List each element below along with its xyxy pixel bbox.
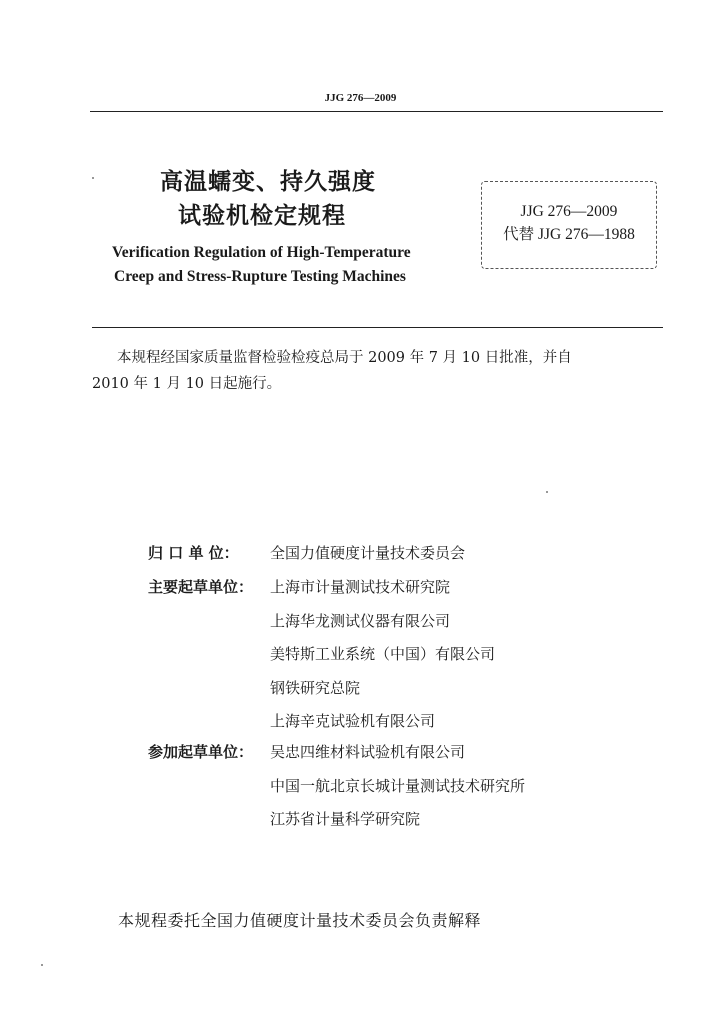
- code-box-code: JJG 276—2009: [520, 203, 618, 220]
- title-rule: [92, 327, 663, 328]
- participating-drafting-unit: 吴忠四维材料试验机有限公司: [270, 743, 466, 761]
- interpretation-statement: 本规程委托全国力值硬度计量技术委员会负责解释: [118, 911, 482, 930]
- main-drafting-unit: 钢铁研究总院: [270, 679, 361, 697]
- code-box-replaces: 代替 JJG 276—1988: [503, 226, 635, 243]
- title-zh-line1: 高温蠕变、持久强度: [160, 169, 376, 195]
- main-drafting-unit: 上海华龙测试仪器有限公司: [270, 612, 451, 630]
- participating-drafting-unit: 江苏省计量科学研究院: [270, 810, 421, 828]
- main-drafting-unit: 美特斯工业系统（中国）有限公司: [270, 645, 496, 663]
- standard-code-box: [481, 181, 657, 269]
- scan-speck: [92, 177, 94, 179]
- responsible-unit: 全国力值硬度计量技术委员会: [270, 544, 466, 562]
- approval-line2: 2010 年 1 月 10 日起施行。: [92, 376, 282, 392]
- header-rule: [90, 111, 663, 112]
- header-standard-code: JJG 276—2009: [324, 92, 397, 104]
- participating-drafting-unit: 中国一航北京长城计量测试技术研究所: [270, 777, 526, 795]
- scan-speck: [546, 491, 548, 493]
- responsible-unit-label: 归 口 单 位：: [148, 544, 239, 562]
- title-en-line1: Verification Regulation of High-Temperature: [112, 244, 411, 261]
- title-en-line2: Creep and Stress-Rupture Testing Machines: [114, 268, 406, 285]
- main-drafting-unit: 上海市计量测试技术研究院: [270, 578, 451, 596]
- main-drafting-unit: 上海辛克试验机有限公司: [270, 712, 436, 730]
- title-zh-line2: 试验机检定规程: [178, 203, 346, 229]
- main-drafting-label: 主要起草单位：: [148, 578, 254, 596]
- approval-line1: 本规程经国家质量监督检验检疫总局于 2009 年 7 月 10 日批准，并自: [117, 350, 572, 366]
- scan-speck: [41, 964, 43, 966]
- participating-drafting-label: 参加起草单位：: [148, 743, 254, 761]
